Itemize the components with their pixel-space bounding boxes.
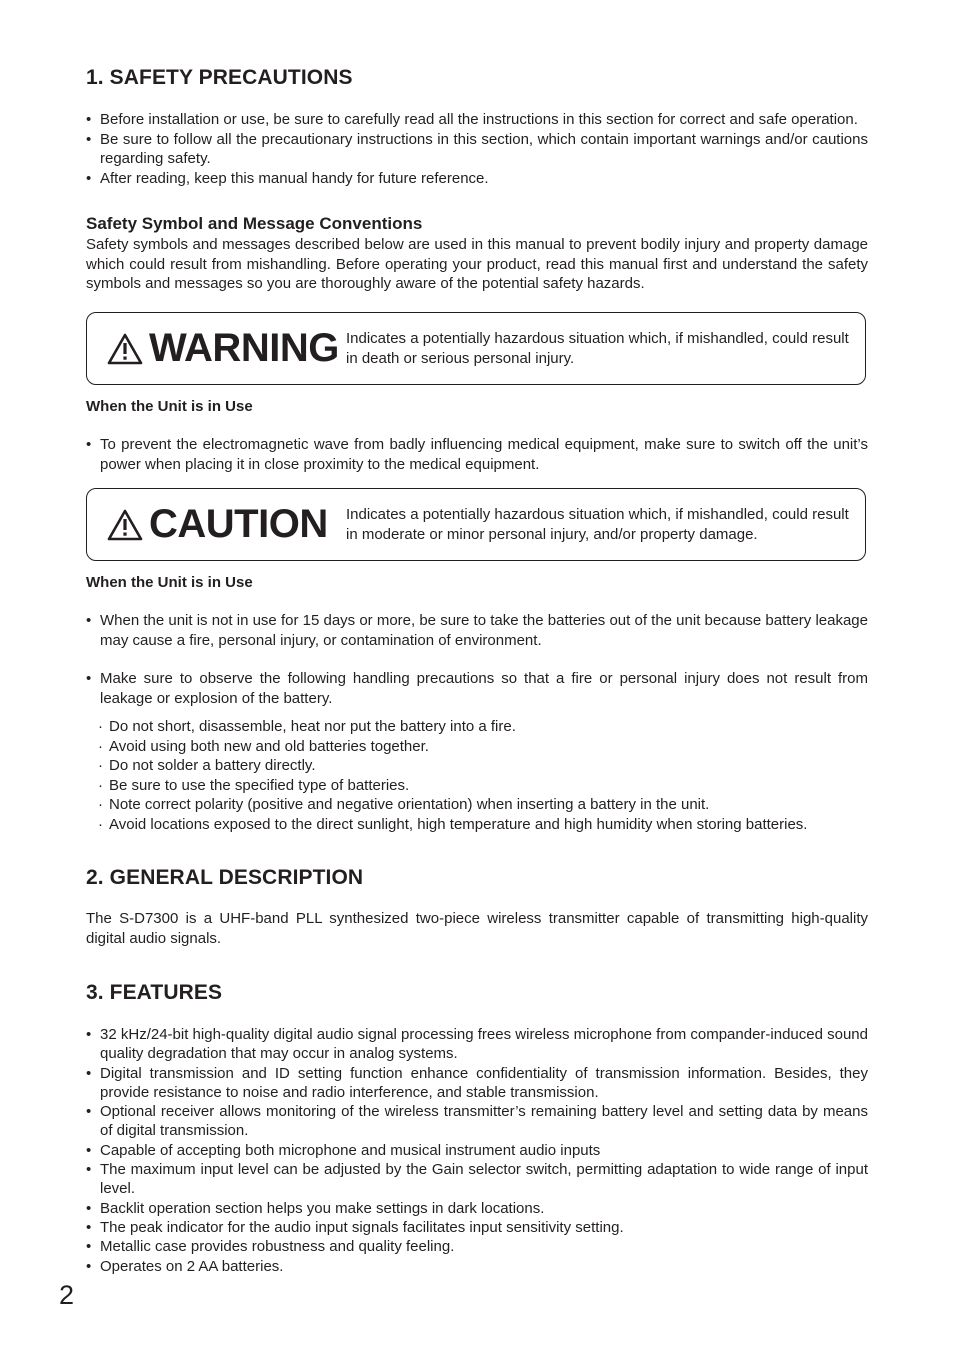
warning-bullets: [86, 435, 868, 474]
list-item: • Make sure to observe the following handling precautions so that a fire or personal injury does not result from leakage or explosion of the battery.: [86, 670, 868, 707]
caution-sub-heading: When the Unit is in Use: [86, 574, 253, 591]
list-item: • Capable of accepting both microphone and musical instrument audio inputs: [86, 1141, 601, 1159]
list-item: · Do not solder a battery directly.: [98, 757, 316, 774]
list-item: • Metallic case provides robustness and quality feeling.: [86, 1238, 455, 1256]
list-item: • Optional receiver allows monitoring of the wireless transmitter’s remaining battery level and setting data by means of digital transmission.: [86, 1103, 868, 1140]
caution-bullet-1: [86, 611, 868, 650]
conventions-heading: Safety Symbol and Message Conventions: [86, 214, 423, 233]
caution-message: Indicates a potentially hazardous situation which, if mishandled, could result in moderate or minor personal injury, and/or property damage.: [346, 505, 849, 543]
list-item: • Operates on 2 AA batteries.: [86, 1257, 284, 1275]
list-item: • Before installation or use, be sure to carefully read all the instructions in this section for correct and safe operation.: [86, 111, 858, 128]
page-number: 2: [59, 1280, 75, 1310]
section-heading-features: 3. FEATURES: [86, 981, 223, 1004]
list-item: · Note correct polarity (positive and negative orientation) when inserting a battery in the unit.: [98, 796, 710, 813]
list-item: • After reading, keep this manual handy for future reference.: [86, 169, 489, 187]
list-item: · Do not short, disassemble, heat nor put the battery into a fire.: [98, 718, 516, 735]
warning-box: [86, 312, 866, 385]
conventions-text-block: [86, 235, 868, 294]
caution-triangle-icon: [107, 509, 143, 541]
general-description-text: The S-D7300 is a UHF-band PLL synthesized two-piece wireless transmitter capable of transmitting high-quality digital audio signals.: [86, 910, 868, 947]
section-heading-safety-precautions: 1. SAFETY PRECAUTIONS: [86, 66, 353, 89]
list-item: · Avoid locations exposed to the direct sunlight, high temperature and high humidity when storing batteries.: [98, 815, 808, 833]
warning-triangle-icon: [107, 333, 143, 365]
safety-bullets: [86, 110, 868, 188]
general-description-block: [86, 909, 868, 948]
list-item: • Backlit operation section helps you make settings in dark locations.: [86, 1199, 545, 1217]
list-item: • To prevent the electromagnetic wave from badly influencing medical equipment, make sure to switch off the unit’s power when placing it in close proximity to the medical equipment.: [86, 436, 868, 473]
list-item: • Be sure to follow all the precautionary instructions in this section, which contain important warnings and/or cautions regarding safety.: [86, 130, 868, 167]
warning-sub-heading: When the Unit is in Use: [86, 398, 253, 415]
list-item: • The maximum input level can be adjusted by the Gain selector switch, permitting adaptation to wide range of input level.: [86, 1161, 868, 1198]
list-item: • When the unit is not in use for 15 days or more, be sure to take the batteries out of the unit because battery leakage may cause a fire, personal injury, or contamination of environment.: [86, 612, 868, 649]
features-list: [86, 1025, 868, 1276]
warning-label: WARNING: [149, 326, 339, 370]
list-item: • Digital transmission and ID setting function enhance confidentiality of transmission information. Besides, they provide resistance to noise and radio interference, and stable transmission.: [86, 1064, 868, 1101]
list-item: · Be sure to use the specified type of batteries.: [98, 776, 410, 794]
warning-message: Indicates a potentially hazardous situation which, if mishandled, could result in death or serious personal injury.: [346, 329, 849, 367]
warning-signal: [107, 313, 339, 384]
conventions-text: Safety symbols and messages described below are used in this manual to prevent bodily injury and property damage which could result from mishandling. Before operating your product, read this manual first and understand the safety symbols and messages so you are thoroughly aware of the potential safety hazards.: [86, 236, 868, 292]
caution-signal: [107, 489, 328, 560]
section-heading-general-description: 2. GENERAL DESCRIPTION: [86, 866, 364, 889]
battery-precautions-list: [86, 717, 868, 834]
list-item: • 32 kHz/24-bit high-quality digital audio signal processing frees wireless microphone from compander-induced sound quality degradation that may occur in analog systems.: [86, 1026, 868, 1063]
list-item: • The peak indicator for the audio input signals facilitates input sensitivity setting.: [86, 1218, 624, 1236]
caution-label: CAUTION: [149, 502, 328, 546]
caution-box: [86, 488, 866, 561]
list-item: · Avoid using both new and old batteries together.: [98, 737, 429, 755]
caution-bullet-2: [86, 669, 868, 708]
